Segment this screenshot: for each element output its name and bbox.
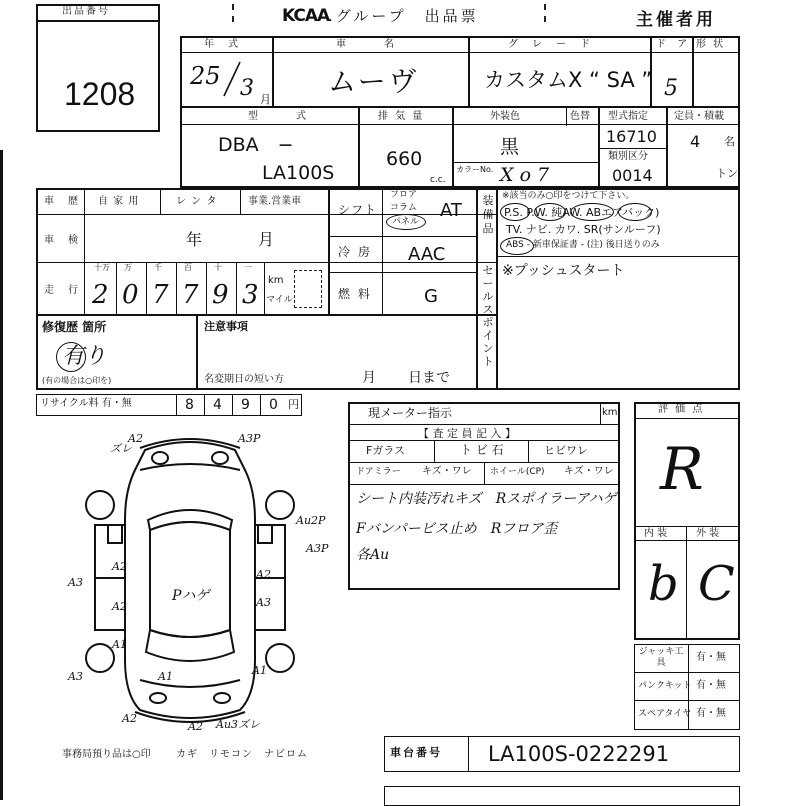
office-items: カギ リモコン ナビロム bbox=[176, 749, 308, 760]
mileage-km-unit: km bbox=[268, 275, 284, 286]
equipment-note: ※該当のみ○印をつけて下さい。 bbox=[502, 191, 635, 201]
mileage-digit-header: 百 bbox=[184, 263, 192, 272]
door-mirror-opts: キズ・ワレ bbox=[422, 466, 472, 477]
diag-mark-15: A2 bbox=[188, 720, 203, 733]
color-swap-label: 色替 bbox=[570, 111, 590, 122]
repair-yes-circle bbox=[56, 342, 86, 372]
diag-mark-17: A3 bbox=[68, 670, 83, 683]
model-code: LA100S bbox=[262, 162, 335, 184]
diag-mark-11: A1 bbox=[112, 638, 127, 651]
inspector-comment-2: Fバンパービス止め Rフロア歪 bbox=[356, 521, 558, 537]
notes-month: 月 bbox=[362, 370, 376, 386]
recycle-digits bbox=[176, 394, 288, 416]
organizer-label: 主催者用 bbox=[636, 10, 716, 30]
doors-label: ド ア bbox=[656, 39, 692, 50]
mileage-digit-header: 十万 bbox=[94, 263, 110, 272]
capacity-unit: 名 bbox=[724, 135, 735, 148]
mileage-digit-header: 千 bbox=[154, 263, 162, 272]
diag-mark-9: A2 bbox=[112, 600, 127, 613]
chip-label: ト ビ 石 bbox=[460, 443, 504, 457]
door-mirror-label: ドアミラー bbox=[356, 467, 401, 477]
mileage-digit: 3 bbox=[242, 280, 259, 310]
stamp-box-2 bbox=[522, 4, 546, 22]
mileage-digit: 9 bbox=[212, 280, 229, 310]
inspector-entry-label: 【 査 定 員 記 入 】 bbox=[418, 427, 516, 440]
shift-option-panel: パネル bbox=[392, 217, 420, 227]
load-unit: トン bbox=[716, 167, 738, 180]
inspector-comment-3: 各Au bbox=[356, 547, 390, 563]
business-use: 事業.営業車 bbox=[248, 196, 302, 207]
diag-mark-5: A3P bbox=[306, 542, 329, 555]
crack-label: ヒビワレ bbox=[544, 444, 588, 457]
recycle-digit: 4 bbox=[213, 397, 222, 413]
diag-mark-1: ズレ bbox=[110, 442, 132, 455]
year-month-unit: 月 bbox=[260, 93, 271, 106]
mileage-cell-divider bbox=[236, 262, 237, 314]
spare-yes-no: 有・無 bbox=[696, 708, 726, 719]
recycle-label: リサイクル料 有・無 bbox=[40, 398, 132, 409]
private-use: 自 家 用 bbox=[98, 196, 140, 207]
grade-label: グ レ ー ド bbox=[508, 39, 592, 50]
ac-label: 冷 房 bbox=[338, 245, 372, 259]
mileage-digit: 0 bbox=[122, 280, 139, 310]
sales-point: ※プッシュスタート bbox=[502, 263, 625, 279]
color-no-label: カラーNo. bbox=[456, 165, 494, 174]
shift-panel-circle bbox=[386, 214, 426, 230]
equipment-label: 装備品 bbox=[482, 194, 494, 235]
recycle-digit: 0 bbox=[269, 397, 278, 413]
puncture-yes-no: 有・無 bbox=[696, 680, 726, 691]
car-name-label: 車 名 bbox=[336, 39, 396, 50]
notes-label: 注意事項 bbox=[204, 320, 248, 333]
jack-label: ジャッキ工 具 bbox=[638, 647, 684, 668]
equip-pw-circle bbox=[534, 203, 566, 221]
car-name: ムーヴ bbox=[328, 65, 420, 98]
mileage-digit-header: 一 bbox=[244, 263, 252, 272]
recycle-cell-divider bbox=[232, 394, 233, 416]
puncture-label: パンクキット bbox=[638, 681, 692, 691]
history-label: 車 歴 bbox=[44, 196, 80, 207]
diag-center-note: Pハゲ bbox=[172, 588, 210, 604]
mileage-cell-divider bbox=[116, 262, 117, 314]
fuel-label: 燃 料 bbox=[338, 287, 372, 301]
ext-color: 黒 bbox=[500, 136, 520, 158]
lot-number-box bbox=[36, 4, 160, 132]
inspection-month: 月 bbox=[258, 230, 275, 249]
recycle-cell-divider bbox=[260, 394, 261, 416]
fuel-value: G bbox=[424, 286, 438, 307]
diag-mark-10: A3 bbox=[256, 596, 271, 609]
grade: カスタムX “ SA ” bbox=[484, 68, 653, 92]
repair-history-value: 有り bbox=[62, 344, 107, 369]
class-no: 0014 bbox=[612, 166, 653, 185]
equipment-line2: TV. ナビ. カワ. SR(サンルーフ) bbox=[506, 223, 661, 236]
year-month: 3 bbox=[240, 76, 254, 101]
notes-day: 日まで bbox=[408, 370, 450, 386]
mileage-cell-divider bbox=[176, 262, 177, 314]
exterior-grade: C bbox=[698, 556, 735, 612]
interior-grade: b bbox=[648, 556, 679, 612]
mileage-cell-divider bbox=[206, 262, 207, 314]
chassis-label: 車台番号 bbox=[390, 746, 442, 759]
car-damage-diagram bbox=[40, 430, 340, 740]
shift-value: AT bbox=[440, 200, 462, 221]
rental: レ ン タ bbox=[176, 196, 218, 207]
shift-option-column: コラム bbox=[390, 203, 417, 213]
color-no: X o 7 bbox=[500, 164, 550, 186]
recycle-unit: 円 bbox=[288, 398, 299, 411]
ac-value: AAC bbox=[408, 244, 446, 265]
mileage-digit: 7 bbox=[182, 280, 199, 310]
year-label: 年 式 bbox=[204, 39, 240, 50]
equip-ab-circle bbox=[618, 203, 652, 221]
equip-ps-circle bbox=[500, 203, 530, 221]
type-designation: 16710 bbox=[606, 127, 657, 146]
recycle-digit: 9 bbox=[241, 397, 250, 413]
brand-logo: KCAA bbox=[282, 6, 330, 26]
jack-yes-no: 有・無 bbox=[696, 652, 726, 663]
mileage-label: 走 行 bbox=[44, 285, 80, 296]
equipment-line3: ABS - 新車保証書 - (注) 後日送りのみ bbox=[506, 240, 660, 250]
model-label: 型 式 bbox=[248, 111, 308, 122]
meter-label: 現メーター指示 bbox=[368, 406, 453, 420]
class-label: 類別区分 bbox=[608, 151, 648, 162]
diag-mark-12: A1 bbox=[252, 664, 267, 677]
equip-aw-circle bbox=[570, 203, 614, 221]
rating-title: 評 価 点 bbox=[658, 404, 705, 415]
wheel-opts: キズ・ワレ bbox=[564, 466, 614, 477]
mileage-digit: 2 bbox=[92, 280, 109, 310]
lot-number: 1208 bbox=[64, 76, 136, 112]
diag-mark-2: A2 bbox=[128, 432, 143, 445]
repair-history-label: 修復歴 箇所 bbox=[42, 320, 107, 334]
scan-edge bbox=[0, 150, 3, 800]
body-type-label: 形 状 bbox=[696, 39, 726, 50]
shift-option-floor: フロア bbox=[390, 190, 418, 200]
diag-mark-8: A3 bbox=[68, 576, 83, 589]
type-designation-label: 型式指定 bbox=[608, 111, 648, 122]
mileage-mile-unit: マイル bbox=[266, 295, 293, 305]
year-era: 25 bbox=[190, 62, 221, 90]
meter-km-unit: km bbox=[602, 407, 618, 418]
mileage-digit-header: 十 bbox=[214, 263, 222, 272]
exterior-label: 外 装 bbox=[696, 528, 720, 539]
short-period-label: 名変期日の短い方 bbox=[204, 374, 284, 385]
inspection-year: 年 bbox=[186, 230, 203, 249]
ext-color-label: 外装色 bbox=[490, 111, 520, 122]
interior-label: 内 装 bbox=[644, 528, 668, 539]
diag-mark-14: A2 bbox=[122, 712, 137, 725]
sales-point-label: セールスポイント bbox=[482, 264, 494, 368]
wheel-label: ホイール(CP) bbox=[490, 467, 545, 477]
recycle-cell-divider bbox=[176, 394, 177, 416]
recycle-digit: 8 bbox=[185, 397, 194, 413]
diag-mark-7: A2 bbox=[256, 568, 271, 581]
spare-label: スペアタイヤ bbox=[638, 709, 692, 719]
doors: 5 bbox=[664, 76, 678, 101]
capacity-label: 定員・積載 bbox=[674, 111, 724, 122]
bottom-box bbox=[384, 786, 740, 806]
diag-mark-4: Au2P bbox=[296, 514, 326, 527]
inspector-comment-1: シート内装汚れキズ Rスポイラーアハゲ bbox=[356, 491, 617, 507]
capacity: 4 bbox=[690, 132, 701, 151]
chassis-number: LA100S-0222291 bbox=[488, 742, 670, 766]
mileage-digits bbox=[86, 276, 266, 314]
mileage-cell-divider bbox=[146, 262, 147, 314]
slip-title: .グループ 出品票 bbox=[328, 7, 479, 25]
front-glass-label: Fガラス bbox=[366, 444, 405, 457]
recycle-cell-divider bbox=[204, 394, 205, 416]
displacement-label: 排 気 量 bbox=[378, 111, 425, 122]
equipment-line1: P.S. P.W. 純AW. ABエアバック) bbox=[504, 206, 660, 219]
model-prefix: DBA − bbox=[218, 134, 294, 156]
office-items-label: 事務局預り品は○印 bbox=[62, 749, 151, 760]
mileage-digit: 7 bbox=[152, 280, 169, 310]
diag-mark-13: A1 bbox=[158, 670, 173, 683]
repair-history-hint: (有の場合は○印を) bbox=[42, 376, 112, 385]
diag-mark-6: A2 bbox=[112, 560, 127, 573]
mileage-unit-box bbox=[294, 270, 322, 308]
lot-number-label: 出品番号 bbox=[62, 6, 110, 17]
rating-score: R bbox=[660, 435, 704, 503]
diag-mark-16: Au3ズレ bbox=[216, 718, 261, 731]
inspection-label: 車 検 bbox=[44, 235, 80, 246]
mileage-digit-header: 万 bbox=[124, 263, 132, 272]
displacement: 660 bbox=[386, 148, 423, 170]
diag-mark-3: A3P bbox=[238, 432, 261, 445]
shift-label: シフト bbox=[338, 203, 378, 217]
equip-abs-circle bbox=[500, 237, 534, 255]
stamp-box-1 bbox=[232, 4, 262, 22]
cc-unit: c.c. bbox=[430, 175, 446, 185]
